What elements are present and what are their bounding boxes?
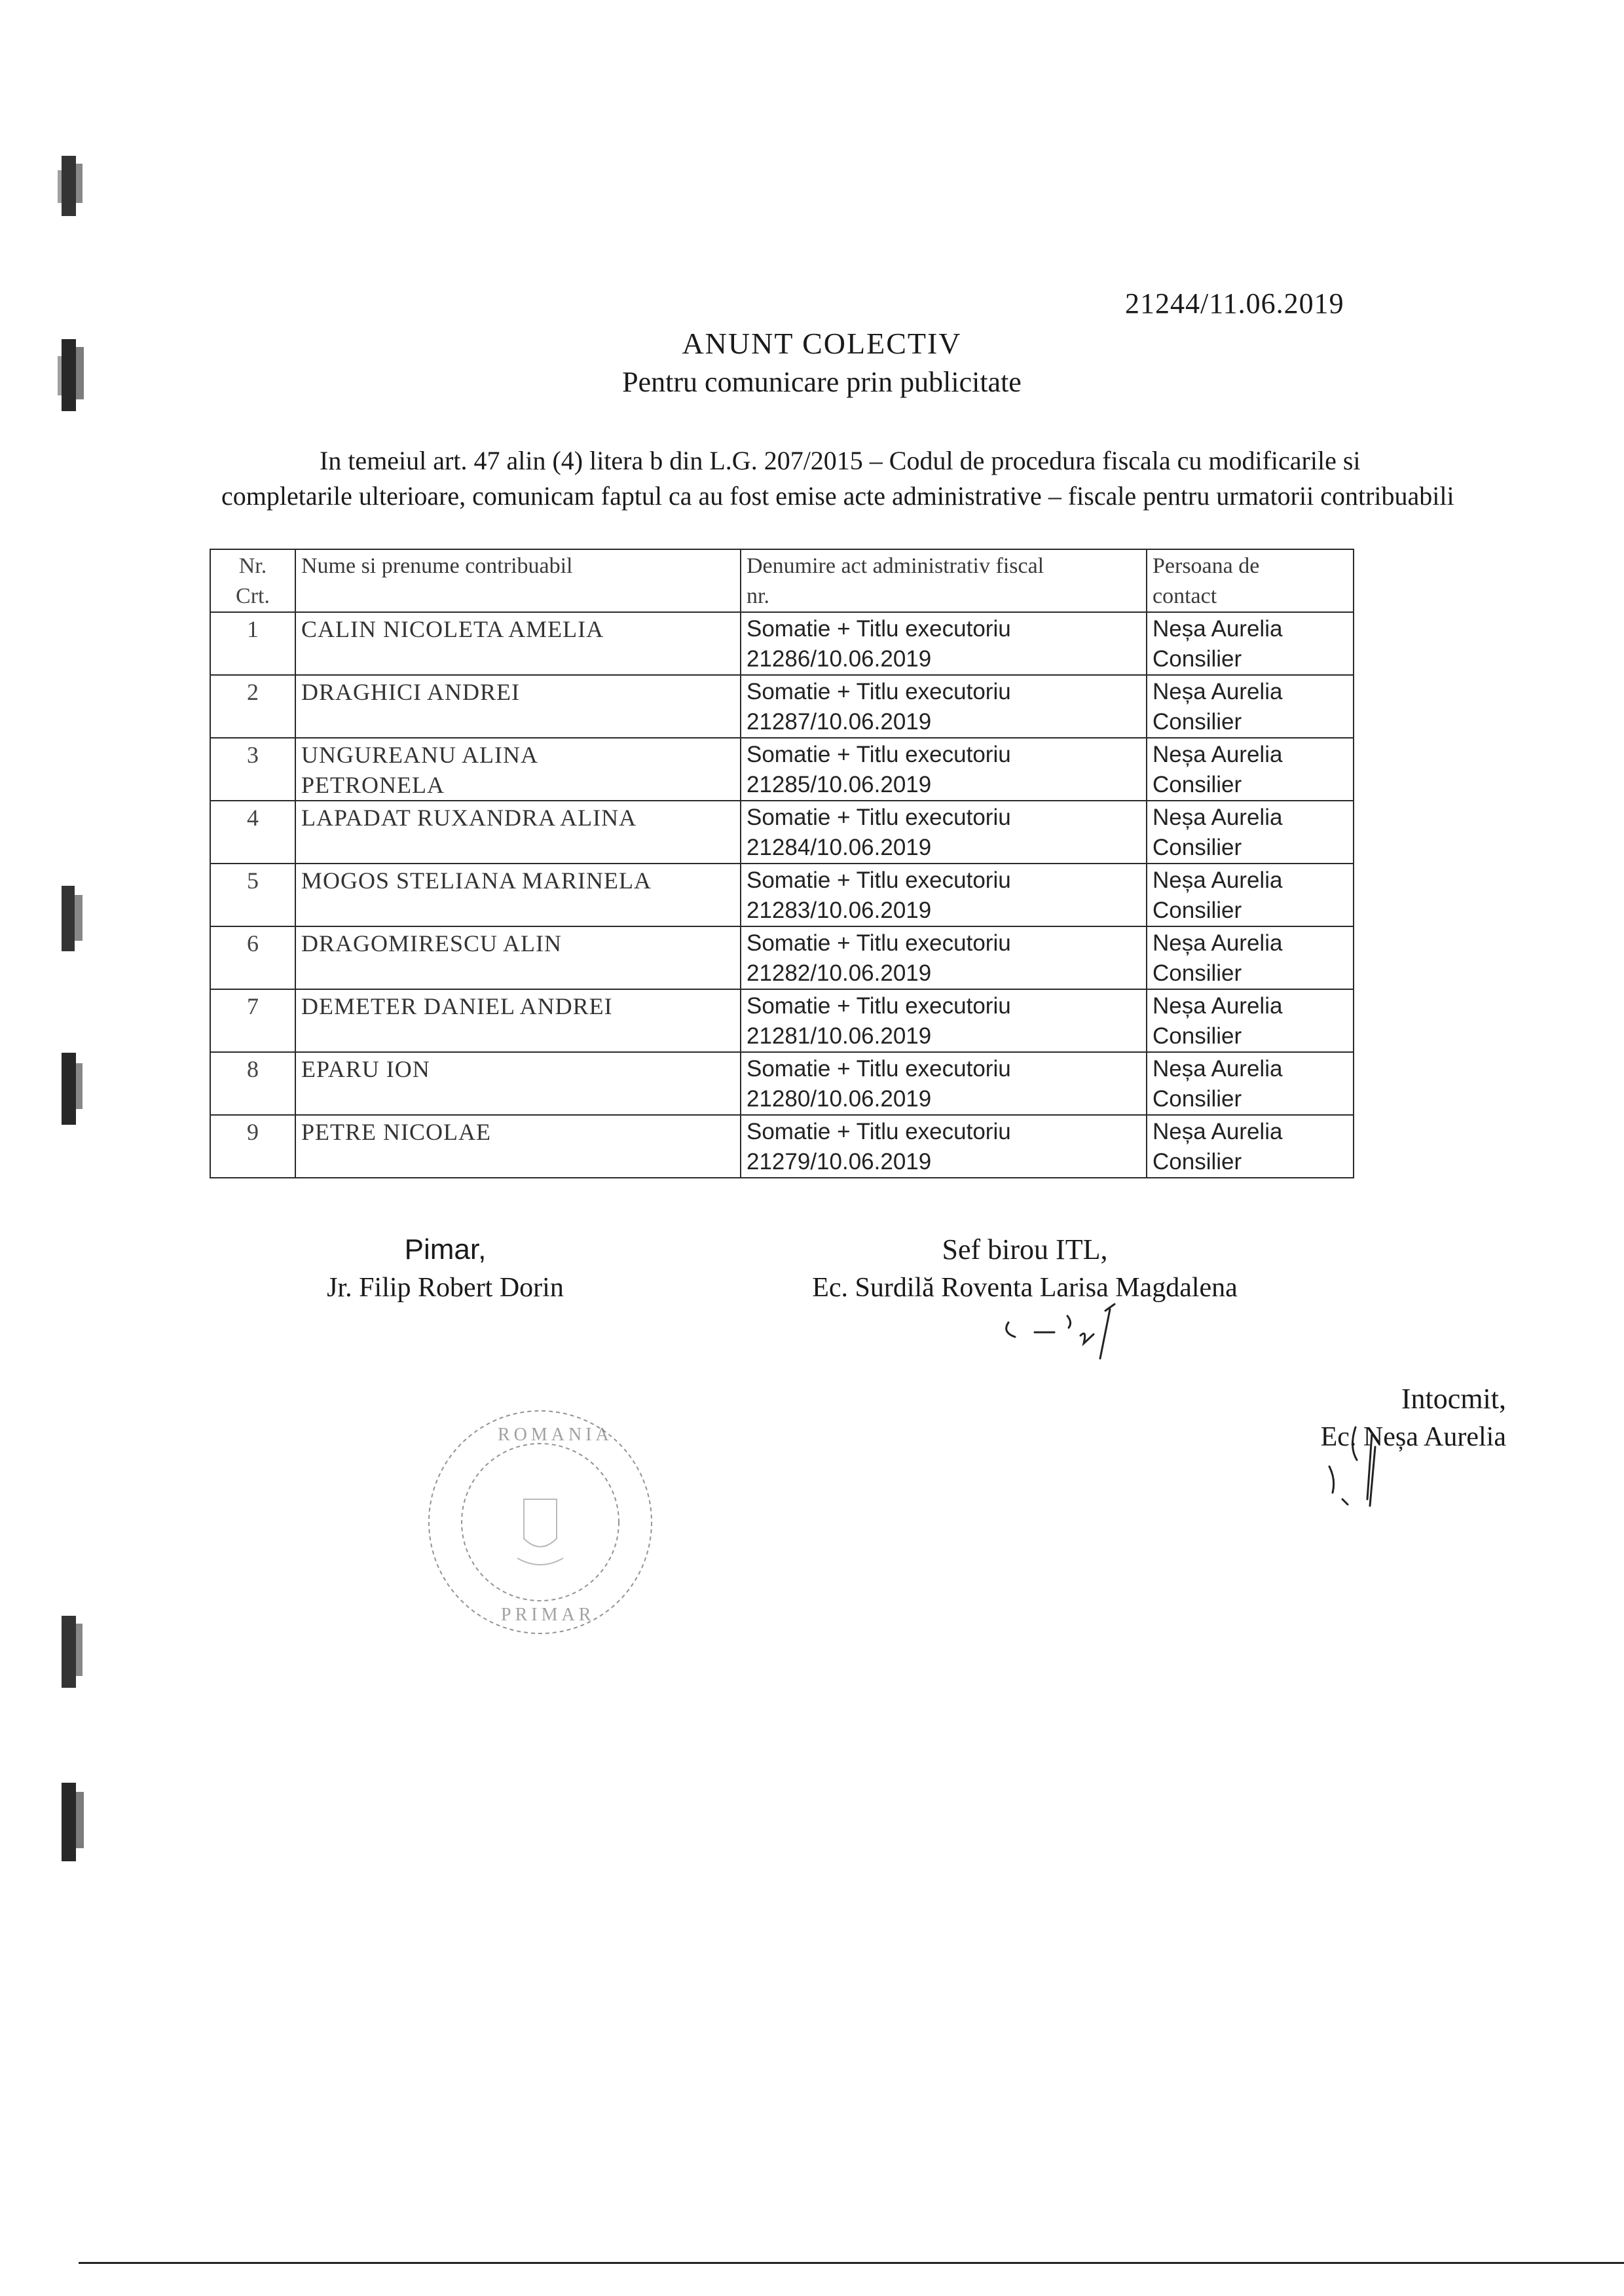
cell-name <box>295 864 741 926</box>
name-line-1: PETRE NICOLAE <box>301 1119 491 1145</box>
signature-role: Sef birou ITL, <box>942 1233 1108 1266</box>
contact-name: Neșa Aurelia <box>1153 867 1283 893</box>
table-row <box>210 612 1354 675</box>
cell-act <box>741 864 1147 926</box>
name-line-1: DRAGOMIRESCU ALIN <box>301 930 563 957</box>
table-row <box>210 801 1354 864</box>
act-number: 21286/10.06.2019 <box>747 646 932 672</box>
cell-act <box>741 926 1147 989</box>
contact-name: Neșa Aurelia <box>1153 805 1283 830</box>
contact-role: Consilier <box>1153 960 1242 986</box>
contact-role: Consilier <box>1153 1149 1242 1175</box>
act-number: 21285/10.06.2019 <box>747 772 932 797</box>
registration-number: 21244/11.06.2019 <box>1125 287 1344 319</box>
contact-role: Consilier <box>1153 835 1242 860</box>
name-line-1: EPARU ION <box>301 1056 430 1082</box>
document-subtitle: Pentru comunicare prin publicitate <box>622 366 1022 398</box>
stamp-text-top: ROMANIA <box>498 1425 613 1445</box>
signature-role: Pimar, <box>404 1233 487 1266</box>
act-type: Somatie + Titlu executoriu <box>747 805 1011 830</box>
header-contact-line-1: Persoana de <box>1153 554 1260 578</box>
name-line-1: MOGOS STELIANA MARINELA <box>301 867 652 894</box>
signature-block-office-head <box>747 1231 1303 1307</box>
contact-name: Neșa Aurelia <box>1153 1119 1283 1144</box>
header-name-text: Nume si prenume contribuabil <box>301 554 573 578</box>
cell-nr: 8 <box>210 1052 295 1115</box>
act-number: 21280/10.06.2019 <box>747 1086 932 1112</box>
cell-contact <box>1147 1052 1354 1115</box>
cell-nr: 7 <box>210 989 295 1052</box>
cell-act <box>741 675 1147 738</box>
table-row <box>210 675 1354 738</box>
name-line-1: DEMETER DANIEL ANDREI <box>301 993 613 1019</box>
name-line-2: PETRONELA <box>301 772 445 798</box>
act-number: 21283/10.06.2019 <box>747 898 932 923</box>
contact-role: Consilier <box>1153 1023 1242 1049</box>
table-row <box>210 1052 1354 1115</box>
cell-contact <box>1147 864 1354 926</box>
scan-mark <box>54 1611 93 1696</box>
act-number: 21279/10.06.2019 <box>747 1149 932 1175</box>
contact-name: Neșa Aurelia <box>1153 742 1283 767</box>
cell-act <box>741 989 1147 1052</box>
act-number: 21281/10.06.2019 <box>747 1023 932 1049</box>
cell-act <box>741 1052 1147 1115</box>
cell-contact <box>1147 675 1354 738</box>
name-line-1: DRAGHICI ANDREI <box>301 679 520 705</box>
cell-name <box>295 801 741 864</box>
contact-role: Consilier <box>1153 772 1242 797</box>
table-row <box>210 989 1354 1052</box>
cell-contact <box>1147 926 1354 989</box>
header-name <box>295 549 741 612</box>
intro-text-line-2: completarile ulterioare, comunicam faptul ca au fost emise acte administrative – fiscale pentru urmatorii contribuabili <box>221 481 1454 511</box>
act-type: Somatie + Titlu executoriu <box>747 930 1011 956</box>
footer-rule <box>79 2262 1624 2264</box>
handwritten-initials <box>1310 1421 1408 1519</box>
signature-person: Jr. Filip Robert Dorin <box>327 1273 564 1303</box>
scan-mark <box>54 881 93 959</box>
table-row <box>210 926 1354 989</box>
header-nr <box>210 549 295 612</box>
cell-act <box>741 612 1147 675</box>
cell-contact <box>1147 989 1354 1052</box>
cell-nr: 9 <box>210 1115 295 1178</box>
signature-role: Intocmit, <box>1401 1383 1506 1415</box>
contact-name: Neșa Aurelia <box>1153 679 1283 704</box>
header-act-line-2: nr. <box>747 584 769 608</box>
contact-name: Neșa Aurelia <box>1153 1056 1283 1082</box>
scan-mark <box>54 1777 93 1869</box>
scan-mark <box>54 151 93 223</box>
header-contact <box>1147 549 1354 612</box>
taxpayers-table <box>210 549 1354 1178</box>
cell-act <box>741 801 1147 864</box>
act-type: Somatie + Titlu executoriu <box>747 1119 1011 1144</box>
official-stamp <box>419 1401 661 1643</box>
header-act-line-1: Denumire act administrativ fiscal <box>747 554 1044 578</box>
cell-act <box>741 1115 1147 1178</box>
cell-act <box>741 738 1147 801</box>
cell-nr: 2 <box>210 675 295 738</box>
contact-name: Neșa Aurelia <box>1153 616 1283 642</box>
signature-person: Ec. Surdilă Roventa Larisa Magdalena <box>812 1273 1238 1303</box>
contact-role: Consilier <box>1153 646 1242 672</box>
name-line-1: UNGUREANU ALINA <box>301 742 538 768</box>
signature-person: Ec. Neșa Aurelia <box>1320 1422 1506 1452</box>
handwritten-signature <box>995 1296 1192 1381</box>
cell-nr: 1 <box>210 612 295 675</box>
cell-name <box>295 926 741 989</box>
cell-name <box>295 738 741 801</box>
cell-name <box>295 612 741 675</box>
cell-name <box>295 1115 741 1178</box>
intro-text-line-1: In temeiul art. 47 alin (4) litera b din L.G. 207/2015 – Codul de procedura fiscala cu modificarile si <box>320 446 1361 475</box>
cell-nr: 3 <box>210 738 295 801</box>
act-type: Somatie + Titlu executoriu <box>747 1056 1011 1082</box>
cell-contact <box>1147 1115 1354 1178</box>
cell-name <box>295 1052 741 1115</box>
table-row <box>210 864 1354 926</box>
table-header-row <box>210 549 1354 612</box>
act-type: Somatie + Titlu executoriu <box>747 993 1011 1019</box>
stamp-text-bottom: PRIMAR <box>501 1605 595 1625</box>
cell-contact <box>1147 738 1354 801</box>
name-line-1: LAPADAT RUXANDRA ALINA <box>301 805 637 831</box>
cell-contact <box>1147 612 1354 675</box>
contact-name: Neșa Aurelia <box>1153 930 1283 956</box>
table-row <box>210 738 1354 801</box>
cell-name <box>295 989 741 1052</box>
act-type: Somatie + Titlu executoriu <box>747 867 1011 893</box>
header-nr-line-1: Nr. <box>238 554 267 578</box>
cell-name <box>295 675 741 738</box>
signature-block-mayor <box>275 1231 616 1307</box>
contact-name: Neșa Aurelia <box>1153 993 1283 1019</box>
contact-role: Consilier <box>1153 898 1242 923</box>
contact-role: Consilier <box>1153 1086 1242 1112</box>
cell-nr: 4 <box>210 801 295 864</box>
cell-contact <box>1147 801 1354 864</box>
act-number: 21284/10.06.2019 <box>747 835 932 860</box>
scan-mark <box>54 1048 93 1133</box>
act-number: 21282/10.06.2019 <box>747 960 932 986</box>
cell-nr: 6 <box>210 926 295 989</box>
act-type: Somatie + Titlu executoriu <box>747 616 1011 642</box>
act-type: Somatie + Titlu executoriu <box>747 742 1011 767</box>
table-row <box>210 1115 1354 1178</box>
header-nr-line-2: Crt. <box>236 584 270 608</box>
cell-nr: 5 <box>210 864 295 926</box>
contact-role: Consilier <box>1153 709 1242 735</box>
name-line-1: CALIN NICOLETA AMELIA <box>301 616 604 642</box>
header-act <box>741 549 1147 612</box>
act-type: Somatie + Titlu executoriu <box>747 679 1011 704</box>
act-number: 21287/10.06.2019 <box>747 709 932 735</box>
document-title: ANUNT COLECTIV <box>682 327 962 360</box>
header-contact-line-2: contact <box>1153 584 1217 608</box>
